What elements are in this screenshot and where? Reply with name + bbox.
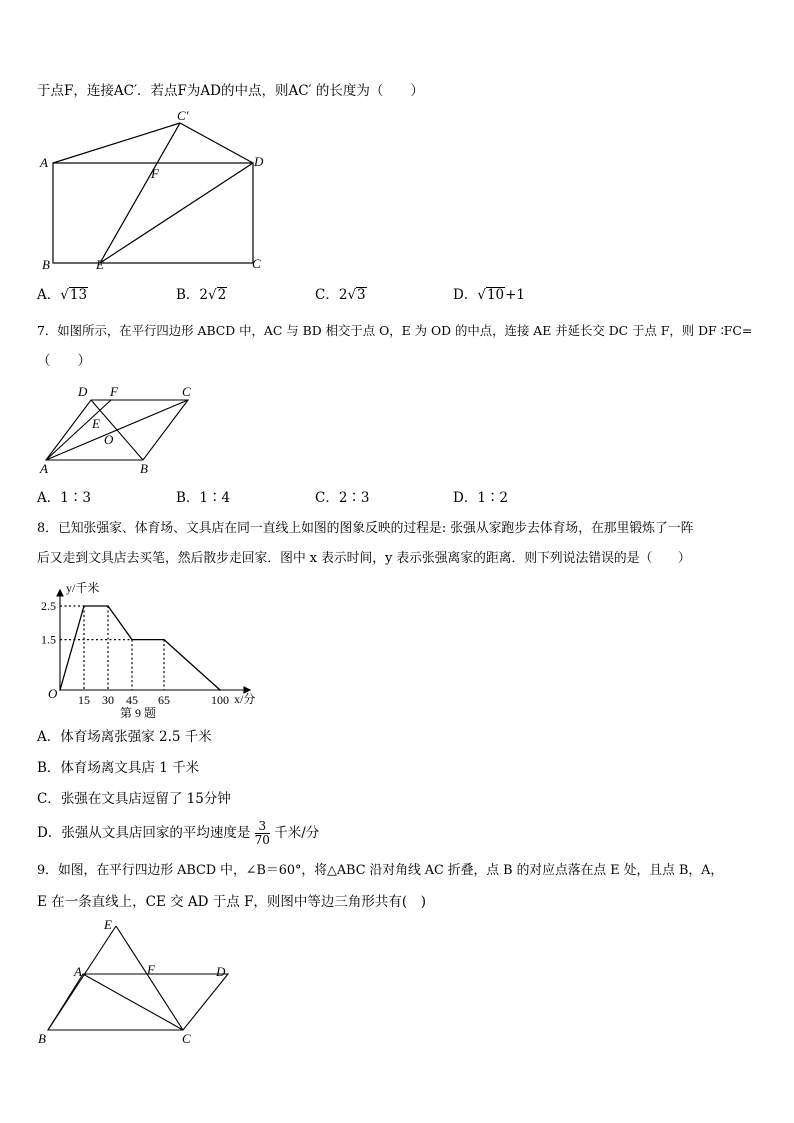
q9-figure xyxy=(30,912,240,1047)
q9-label-a: A xyxy=(74,964,82,979)
q7-figure xyxy=(30,380,200,476)
q8-option-c: C．张强在文具店逗留了 15分钟 xyxy=(37,791,231,807)
series-segment-0 xyxy=(60,606,84,690)
data-point-0 xyxy=(59,689,61,691)
q6-label-c: C xyxy=(252,256,261,271)
q9-label-e: E xyxy=(104,917,112,932)
x-tick-label-4: 100 xyxy=(211,693,229,707)
q7-label-d: D xyxy=(78,384,88,399)
q7-label-a: A xyxy=(40,461,48,476)
q7-label-b: B xyxy=(140,461,148,476)
data-point-3 xyxy=(131,639,133,641)
q9-label-d: D xyxy=(216,964,226,979)
q8-option-a: A．体育场离张强家 2.5 千米 xyxy=(37,729,212,745)
q6-option-b: B．2√2 xyxy=(176,287,227,303)
q7-label-o: O xyxy=(104,432,114,447)
origin-label: O xyxy=(48,686,58,701)
q6-label-e: E xyxy=(96,257,104,272)
q7-line-1: 7．如图所示，在平行四边形 ABCD 中，AC 与 BD 相交于点 O，E 为 OD 的中点，连接 AE 并延长交 DC 于点 F，则 DF ∶FC= xyxy=(37,323,753,338)
y-axis-label: y/千米 xyxy=(66,581,100,595)
q7-line-2: （ ） xyxy=(37,353,91,369)
q9-label-c: C xyxy=(182,1031,191,1046)
y-tick-label-0: 1.5 xyxy=(41,632,56,647)
q7-option-c: C．2∶3 xyxy=(315,490,370,506)
q6-option-a: A．√13 xyxy=(37,287,88,303)
q8-option-b: B．体育场离文具店 1 千米 xyxy=(37,760,200,776)
q7-label-c: C xyxy=(182,384,191,399)
q6-label-d: D xyxy=(254,154,264,169)
q6-option-c: C．2√3 xyxy=(315,287,366,303)
q9-label-b: B xyxy=(38,1031,46,1046)
series-segment-4 xyxy=(164,640,220,690)
x-tick-label-3: 65 xyxy=(158,693,170,707)
q6-option-d: D．√10+1 xyxy=(453,287,526,303)
x-axis-label: x/分 xyxy=(234,692,256,706)
x-tick-label-1: 30 xyxy=(102,693,114,707)
q8-distance-time-chart xyxy=(30,576,270,718)
q6-figure xyxy=(30,105,280,275)
data-point-5 xyxy=(219,689,221,691)
q6-label-b: B xyxy=(42,257,50,272)
q8-option-d: D．张强从文具店回家的平均速度是 $\frac{3}{70}$ 千米/分 xyxy=(37,819,320,847)
data-point-1 xyxy=(83,605,85,607)
q6-label-a: A xyxy=(40,155,48,170)
series-segment-2 xyxy=(108,606,132,640)
y-axis-arrow xyxy=(57,590,63,596)
q6-stem-tail: 于点F，连接AC′．若点F为AD的中点，则AC′ 的长度为（ ） xyxy=(37,83,424,99)
x-tick-label-2: 45 xyxy=(126,693,138,707)
q7-option-d: D．1∶2 xyxy=(453,490,509,506)
q9-line-1: 9．如图，在平行四边形 ABCD 中，∠B＝60°，将△ABC 沿对角线 AC 折叠，点 B 的对应点落在点 E 处，且点 B，A， xyxy=(37,863,724,878)
q8-option-d-fraction: $\frac{3}{70}$ xyxy=(254,819,270,847)
chart-caption: 第 9 题 xyxy=(119,706,157,718)
q7-option-b: B．1∶4 xyxy=(176,490,231,506)
q8-line-2: 后又走到文具店去买笔，然后散步走回家．图中 x 表示时间，y 表示张强离家的距离．则下列说法错误的是（ ） xyxy=(37,551,691,566)
q9-line-2: E 在一条直线上，CE 交 AD 于点 F，则图中等边三角形共有( ) xyxy=(37,894,426,910)
data-point-2 xyxy=(107,605,109,607)
y-tick-label-1: 2.5 xyxy=(41,599,56,613)
q8-line-1: 8．已知张强家、体育场、文具店在同一直线上如图的图象反映的过程是: 张强从家跑步去体育场，在那里锻炼了一阵 xyxy=(37,521,694,536)
data-point-4 xyxy=(163,639,165,641)
q7-option-a: A．1∶3 xyxy=(37,490,91,506)
q7-label-f: F xyxy=(110,384,118,399)
x-tick-label-0: 15 xyxy=(78,693,90,707)
q6-label-cprime: C′ xyxy=(177,108,189,123)
q7-label-e: E xyxy=(92,416,100,431)
q6-label-f: F xyxy=(151,166,159,181)
q9-label-f: F xyxy=(147,962,155,977)
